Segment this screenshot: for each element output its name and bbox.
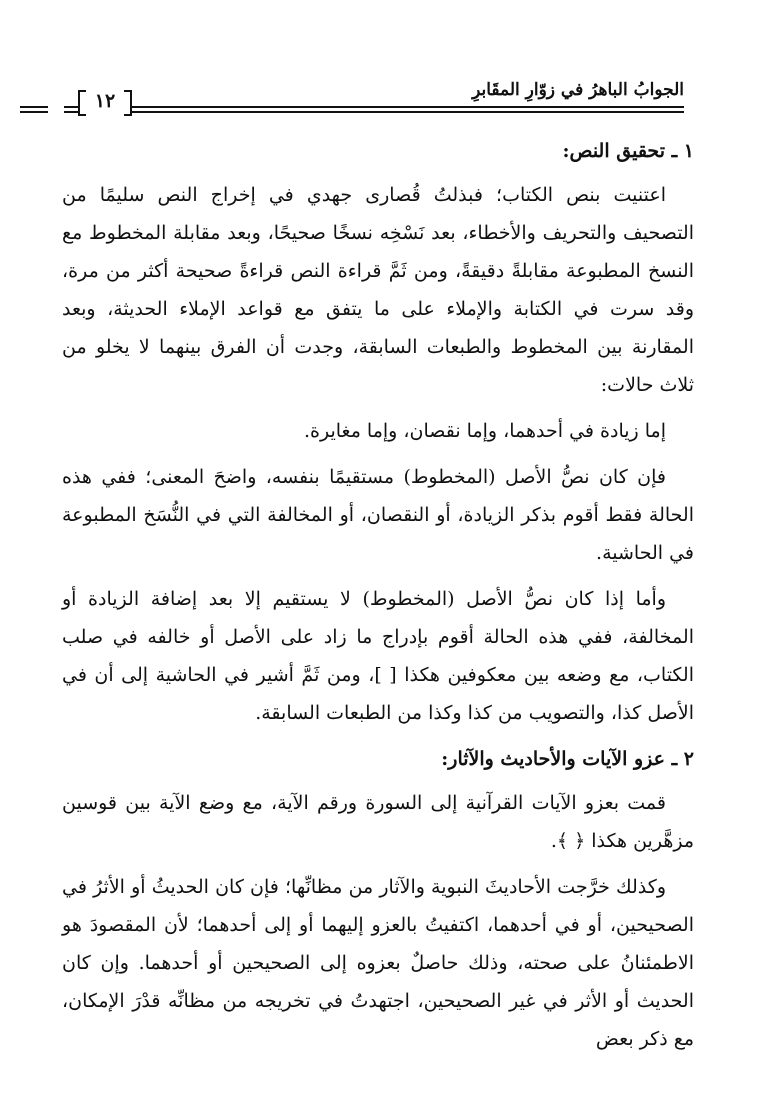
page-header — [64, 78, 684, 118]
header-rule-tail-top — [20, 106, 48, 108]
paragraph: وكذلك خرَّجت الأحاديثَ النبوية والآثار من مظانِّها؛ فإن كان الحديثُ أو الأثرُ في الصحيحين، أو في أحدهما، اكتفيتُ بالعزو إليهما أو إلى أحدهما؛ لأن المقصودَ هو الاطمئنانُ على صحته، وذلك حاصلٌ بعزوه إلى الصحيحين أو أحدهما. وإن كان الحديث أو الأثر في غير الصحيحين، اجتهدتُ في تخريجه من مظانِّه قدْرَ الإمكان، مع ذكر بعض — [62, 876, 694, 1050]
section-heading-attribution: ٢ ـ عزو الآيات والأحاديث والآثار: — [441, 748, 694, 770]
page-number: ١٢ — [80, 88, 130, 114]
header-rule-top — [64, 106, 684, 108]
paragraph: فإن كان نصُّ الأصل (المخطوط) مستقيمًا بنفسه، واضحَ المعنى؛ ففي هذه الحالة فقط أقوم بذكر الزيادة، أو النقصان، أو المخالفة التي في النُّسَخ المطبوعة في الحاشية. — [62, 466, 694, 564]
page-body — [62, 132, 694, 1058]
section-heading-text-verification: ١ ـ تحقيق النص: — [562, 140, 694, 162]
header-rule-tail-bottom — [20, 111, 48, 113]
header-rule-bottom — [64, 111, 684, 113]
paragraph: إما زيادة في أحدهما، وإما نقصان، وإما مغايرة. — [303, 420, 666, 442]
paragraph: وأما إذا كان نصُّ الأصل (المخطوط) لا يستقيم إلا بعد إضافة الزيادة أو المخالفة، ففي هذه الحالة أقوم بإدراج ما زاد على الأصل أو خالفه في صلب الكتاب، مع وضعه بين معكوفين هكذا [ ]، ومن ثَمَّ أشير في الحاشية إلى أن في الأصل كذا، والتصويب من كذا وكذا من الطبعات السابقة. — [62, 588, 694, 724]
paragraph: اعتنيت بنص الكتاب؛ فبذلتُ قُصارى جهدي في إخراج النص سليمًا من التصحيف والتحريف والأخطاء، بعد نَسْخِه نسخًا صحيحًا، وبعد مقابلة المخطوط مع النسخ المطبوعة مقابلةً دقيقةً، ومن ثَمَّ قراءة النص قراءةً صحيحة أكثر من مرة، وقد سرت في الكتابة والإملاء على ما يتفق مع قواعد الإملاء الحديثة، وبعد المقارنة بين المخطوط والطبعات السابقة، وجدت أن الفرق بينهما لا يخلو من ثلاث حالات: — [62, 184, 694, 396]
running-title: الجوابُ الباهرُ في زوّارِ المقَابرِ — [462, 80, 684, 100]
paragraph: قمت بعزو الآيات القرآنية إلى السورة ورقم الآية، مع وضع الآية بين قوسين مزهَّرين هكذا ﴿ ﴾. — [62, 792, 694, 852]
